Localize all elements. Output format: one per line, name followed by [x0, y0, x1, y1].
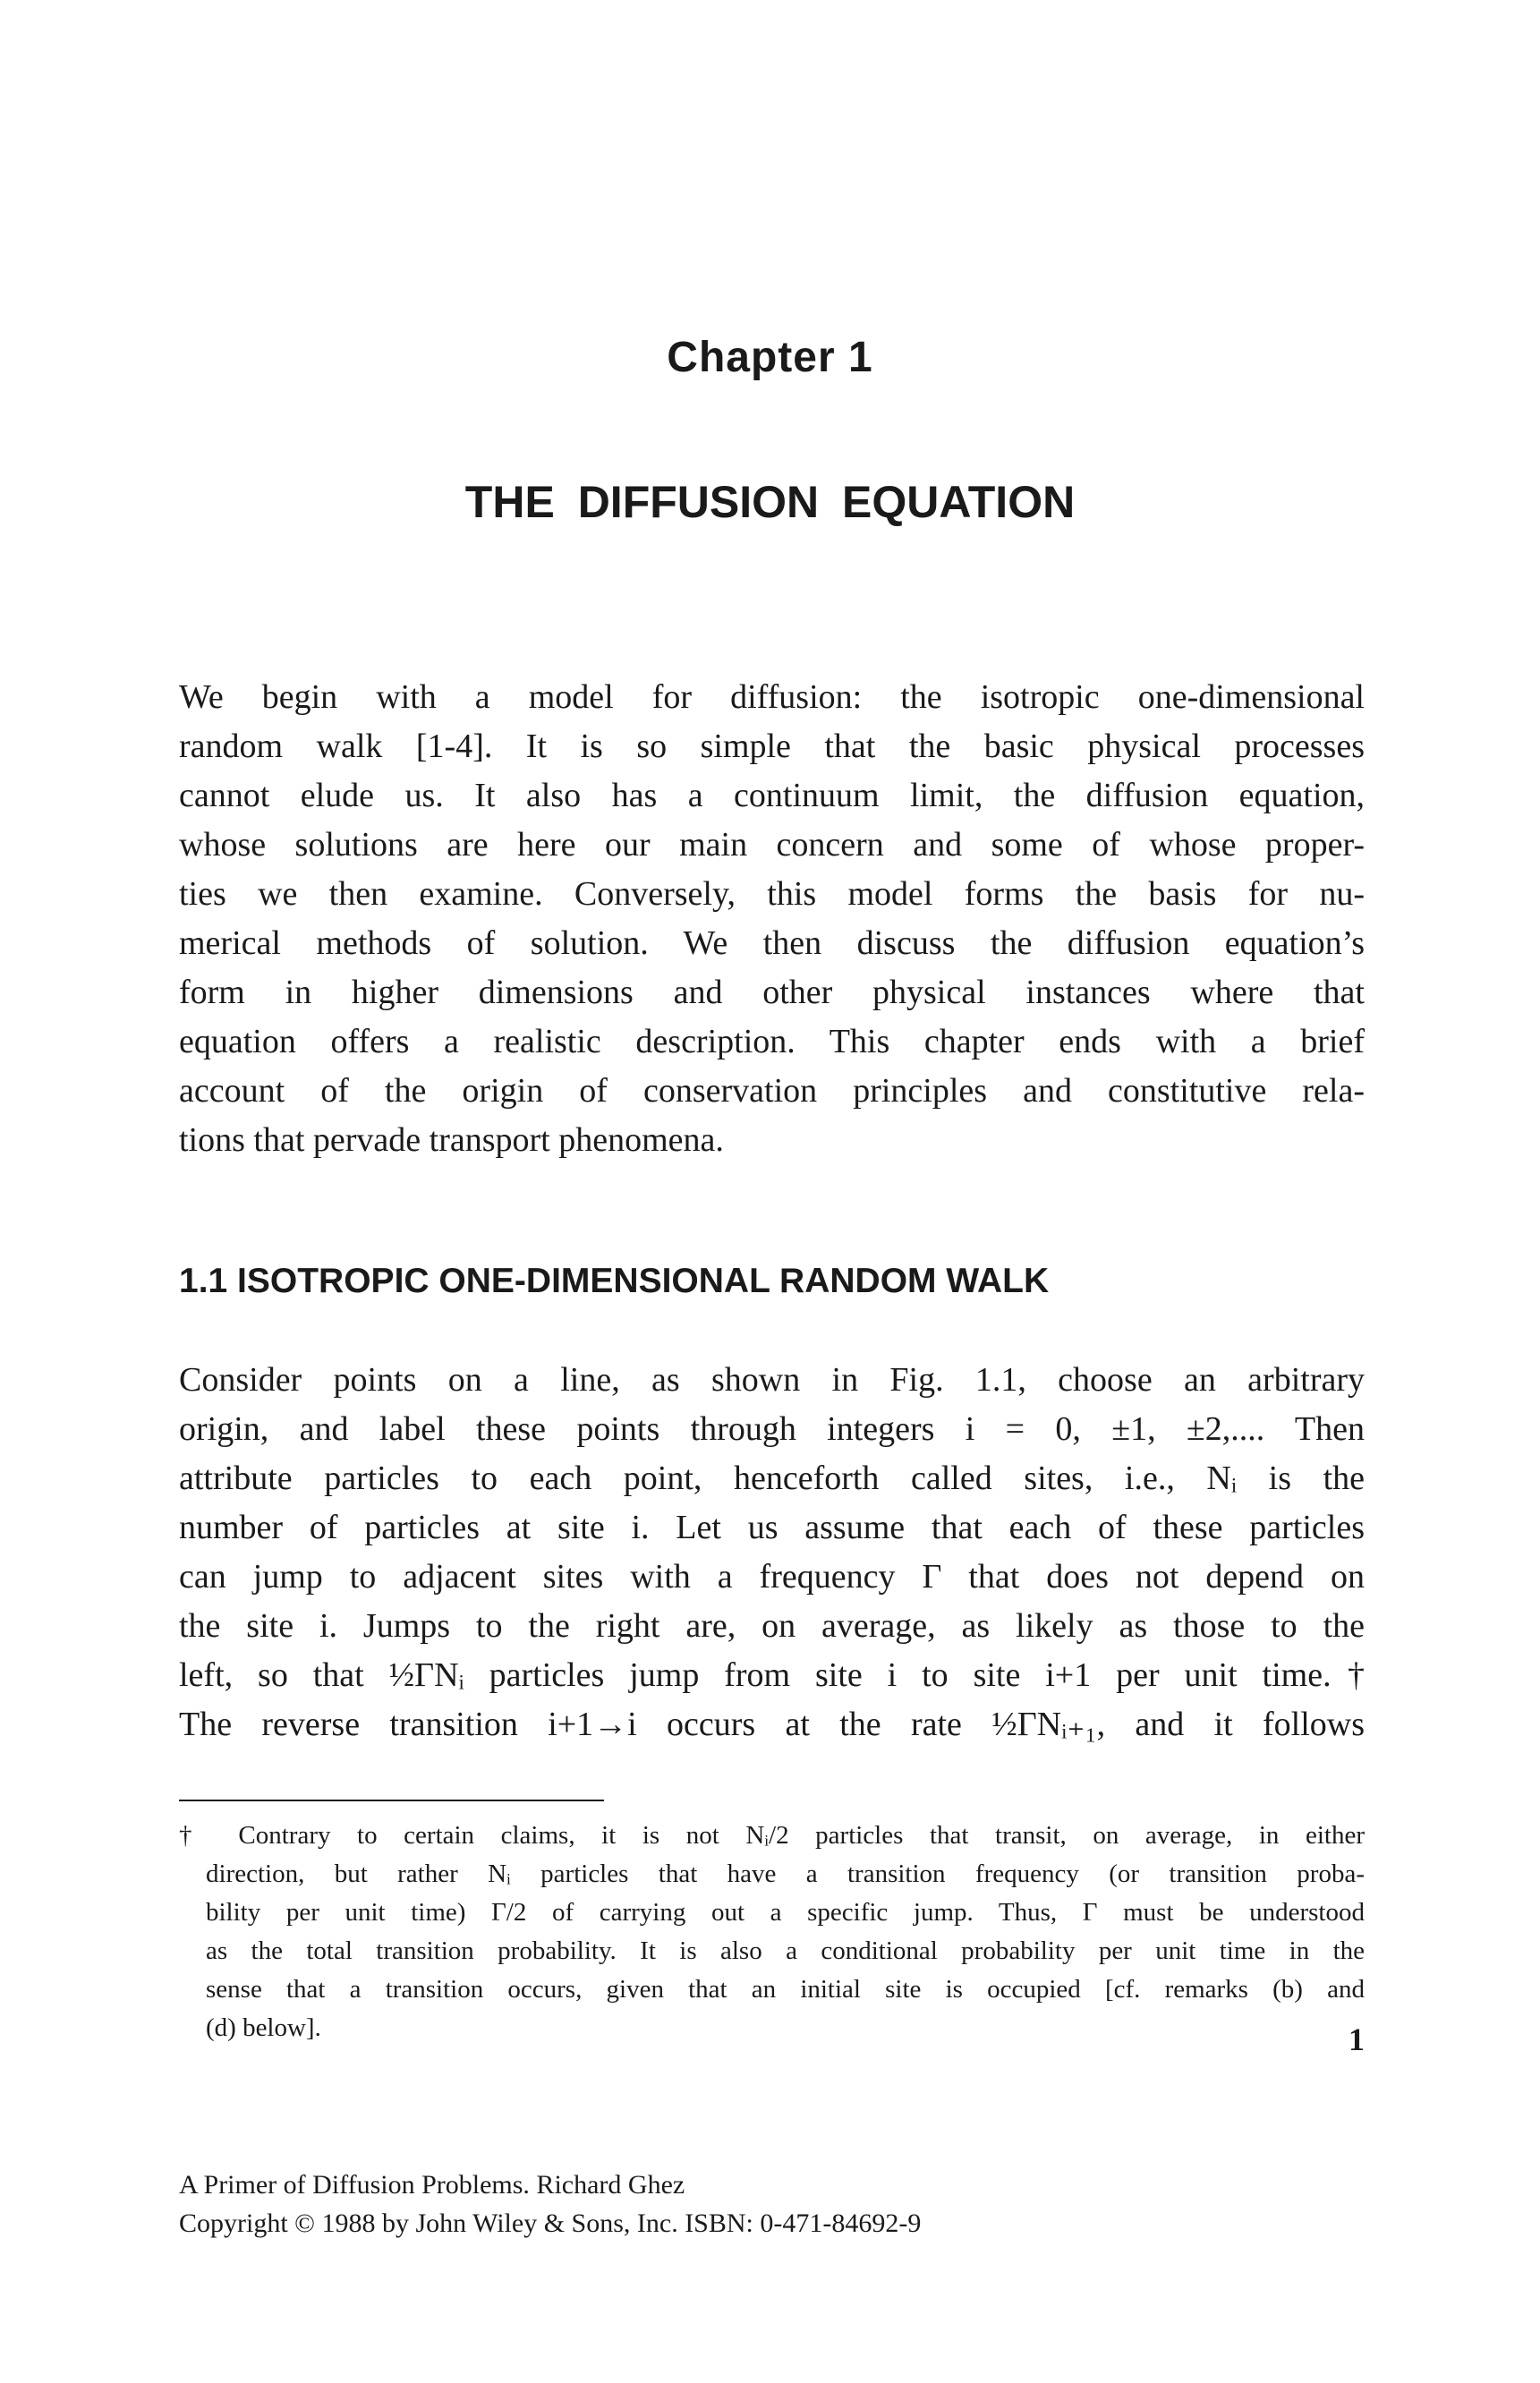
text-line: We begin with a model for diffusion: the isotropic one-dimensional — [179, 678, 1365, 716]
text-line: account of the origin of conservation principles and constitutive rela- — [179, 1072, 1365, 1110]
text-line: ties we then examine. Conversely, this model forms the basis for nu- — [179, 875, 1365, 913]
text-line: attribute particles to each point, henceforth called sites, i.e., Nᵢ is the — [179, 1460, 1365, 1497]
footnote — [179, 1817, 1365, 2047]
text-line: Consider points on a line, as shown in Fig. 1.1, choose an arbitrary — [179, 1361, 1365, 1399]
text-line: tions that pervade transport phenomena. — [179, 1121, 724, 1159]
text-line: left, so that ½ΓNᵢ particles jump from site i to site i+1 per unit time.† — [179, 1656, 1365, 1694]
section-heading: 1.1 ISOTROPIC ONE-DIMENSIONAL RANDOM WALK — [179, 1262, 1050, 1300]
text-line: The reverse transition i+1→i occurs at the rate ½ΓNᵢ₊₁, and it follows — [179, 1706, 1365, 1743]
chapter-title: THE DIFFUSION EQUATION — [464, 477, 1076, 527]
text-line: merical methods of solution. We then discuss the diffusion equation’s — [179, 924, 1365, 962]
section-paragraph — [179, 1356, 1365, 1749]
text-line: equation offers a realistic description. This chapter ends with a brief — [179, 1023, 1365, 1060]
imprint-title-line: A Primer of Diffusion Problems. Richard Ghez — [179, 2170, 685, 2200]
text-line: form in higher dimensions and other physical instances where that — [179, 974, 1365, 1011]
chapter-label: Chapter 1 — [667, 334, 873, 381]
text-line: whose solutions are here our main concern and some of whose proper- — [179, 826, 1365, 864]
footnote-divider — [179, 1800, 604, 1801]
text-line: origin, and label these points through integers i = 0, ±1, ±2,.... Then — [179, 1410, 1365, 1448]
footnote-line: (d) below]. — [206, 2013, 321, 2042]
footnote-line: † Contrary to certain claims, it is not Nᵢ/2 particles that transit, on average, in either — [179, 1821, 1365, 1850]
text-line: can jump to adjacent sites with a frequency Γ that does not depend on — [179, 1558, 1365, 1596]
text-line: cannot elude us. It also has a continuum limit, the diffusion equation, — [179, 777, 1365, 814]
text-line: the site i. Jumps to the right are, on average, as likely as those to the — [179, 1607, 1365, 1645]
footnote-line: sense that a transition occurs, given that an initial site is occupied [cf. remarks (b) and — [206, 1975, 1365, 2004]
imprint-copyright-line: Copyright © 1988 by John Wiley & Sons, Inc. ISBN: 0-471-84692-9 — [179, 2209, 922, 2238]
imprint — [179, 2166, 921, 2243]
footnote-line: as the total transition probability. It is also a conditional probability per unit time in the — [206, 1936, 1365, 1965]
text-line: random walk [1-4]. It is so simple that the basic physical processes — [179, 728, 1365, 765]
footnote-line: direction, but rather Nᵢ particles that have a transition frequency (or transition proba- — [206, 1860, 1365, 1888]
footnote-line: bility per unit time) Γ/2 of carrying out a specific jump. Thus, Γ must be understood — [206, 1898, 1365, 1927]
text-line: number of particles at site i. Let us assume that each of these particles — [179, 1509, 1365, 1546]
intro-paragraph — [179, 673, 1365, 1165]
page-number: 1 — [1349, 2021, 1365, 2057]
